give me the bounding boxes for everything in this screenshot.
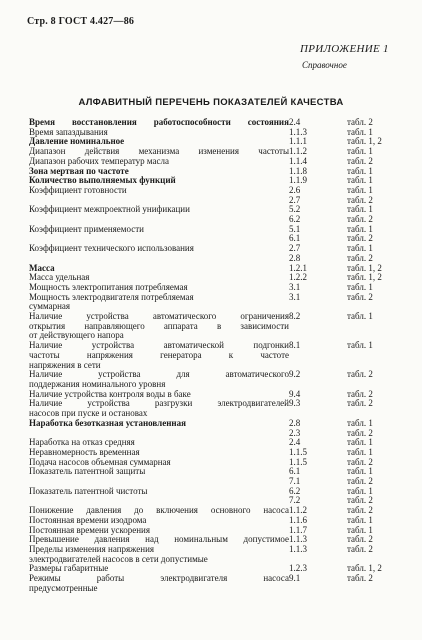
clause-number: 9.2 [289,369,301,380]
clause-number: 1.1.3 [289,534,307,545]
indicator-name: Наличие устройства разгрузки электродвигателей [29,398,289,409]
table-reference: табл. 1 [347,126,373,137]
clause-number: 9.1 [289,573,301,584]
clause-number: 1.2.2 [289,272,307,283]
clause-number: 1.2.1 [289,262,307,273]
table-reference [347,584,395,594]
indicator-name: Наличие устройства контроля воды в баке [29,388,191,399]
indicator-name: поддержания номинального уровня [29,378,166,389]
clause-number: 2.3 [289,427,301,438]
indicator-name: от действующего напора [29,330,124,341]
indicator-name: Наличие устройства автоматического ограничения [29,311,289,322]
clause-number: 2.7 [289,243,301,254]
table-reference: табл. 1 [347,524,373,535]
clause-number: 1.1.2 [289,146,307,157]
table-reference: табл. 1, 2 [347,136,382,147]
index-row [29,419,395,429]
indicator-name: Наработка на отказ средняя [29,437,135,448]
indicator-name: Наработка безотказная установленная [29,417,186,428]
index-row [29,205,395,215]
indicator-name: Коэффициент применяемости [29,223,144,234]
table-reference: табл. 1 [347,165,373,176]
clause-number: 6.1 [289,466,301,477]
clause-number: 1.1.8 [289,165,307,176]
indicator-name: Время запаздывания [29,126,108,137]
indicator-name: Размеры габаритные [29,563,109,574]
table-reference: табл. 1 [347,311,373,322]
indicator-name: Постоянная времени изодрома [29,514,147,525]
clause-number: 1.1.1 [289,136,307,147]
indicator-name [29,254,289,264]
indicator-name: Наличие устройства для автоматического [29,369,289,380]
clause-number: 5.1 [289,223,301,234]
clause-number: 6.2 [289,485,301,496]
indicator-name: Мощность электропитания потребляемая [29,281,188,292]
indicator-name: Диапазон рабочих температур масла [29,155,170,166]
table-reference: табл. 2 [347,388,373,399]
table-reference: табл. 1 [347,485,373,496]
clause-number: 9.3 [289,398,301,409]
clause-number: 2.4 [289,117,301,127]
indicator-name: электродвигателей насосов в сети допустимые [29,553,208,564]
table-reference: табл. 2 [347,369,373,380]
indicator-name: Масса удельная [29,272,90,283]
indicator-name: Масса [29,262,55,273]
index-row [29,487,395,497]
clause-number: 1.1.5 [289,456,307,467]
table-reference: табл. 2 [347,291,373,302]
table-reference: табл. 1 [347,243,373,254]
index-list [29,118,395,593]
table-reference [347,322,395,332]
clause-number: 9.4 [289,388,301,399]
page-header: Стр. 8 ГОСТ 4.427—86 [27,16,135,27]
table-reference: табл. 2 [347,427,373,438]
table-reference: табл. 1 [347,514,373,525]
table-reference: табл. 1 [347,417,373,428]
clause-number: 1.1.4 [289,155,307,166]
indicator-name: Неравномерность временная [29,446,140,457]
table-reference: табл. 1, 2 [347,272,382,283]
table-reference [347,351,395,361]
indicator-name: Показатель патентной чистоты [29,485,148,496]
clause-number: 7.2 [289,495,301,506]
table-reference: табл. 1 [347,281,373,292]
table-reference: табл. 1 [347,175,373,186]
table-reference: табл. 2 [347,505,373,516]
table-reference: табл. 2 [347,573,373,584]
table-reference: табл. 2 [347,495,373,506]
clause-number: 7.1 [289,476,301,487]
clause-number: 3.1 [289,281,301,292]
indicator-name: Превышение давления над номинальным допустимое [29,534,289,545]
clause-number: 1.1.6 [289,514,307,525]
clause-number [289,322,347,332]
table-reference: табл. 2 [347,252,373,263]
indicator-name: Количество выполняемых функций [29,175,176,186]
index-row [29,254,395,264]
indicator-name: Показатель патентной защиты [29,466,146,477]
appendix-label: ПРИЛОЖЕНИЕ 1 [300,43,389,55]
indicator-name: насосов при пуске и остановах [29,408,148,419]
indicator-name: Зона мертвая по частоте [29,165,129,176]
index-row [29,225,395,235]
table-reference: табл. 1 [347,223,373,234]
clause-number: 8.2 [289,311,301,322]
table-reference: табл. 2 [347,543,373,554]
clause-number: 6.1 [289,233,301,244]
indicator-name: Коэффициент межпроектной унификации [29,204,190,215]
table-reference: табл. 2 [347,194,373,205]
table-reference: табл. 2 [347,456,373,467]
document-title: АЛФАВИТНЫЙ ПЕРЕЧЕНЬ ПОКАЗАТЕЛЕЙ КАЧЕСТВА [78,97,344,108]
index-row [29,244,395,254]
table-reference: табл. 1 [347,466,373,477]
table-reference: табл. 2 [347,398,373,409]
clause-number: 1.1.9 [289,175,307,186]
indicator-name: Понижение давления до включения основного насоса [29,505,289,516]
index-row [29,584,395,594]
table-reference: табл. 2 [347,155,373,166]
table-reference: табл. 1 [347,437,373,448]
table-reference: табл. 1 [347,204,373,215]
clause-number: 1.1.3 [289,543,307,554]
clause-number: 1.1.7 [289,524,307,535]
table-reference: табл. 1 [347,146,373,157]
clause-number: 6.2 [289,214,301,225]
clause-number: 1.2.3 [289,563,307,574]
clause-number: 1.1.5 [289,446,307,457]
indicator-name: Наличие устройства автоматической подгонки [29,340,289,351]
indicator-name: Мощность электродвигателя потребляемая [29,291,194,302]
clause-number: 2.8 [289,417,301,428]
table-reference: табл. 2 [347,214,373,225]
table-reference: табл. 2 [347,117,373,127]
table-reference: табл. 2 [347,534,373,545]
indicator-name: Режимы работы электродвигателя насоса [29,573,289,584]
index-row [29,293,395,303]
clause-number: 8.1 [289,340,301,351]
table-reference: табл. 1 [347,340,373,351]
index-row [29,186,395,196]
indicator-name: суммарная [29,301,71,312]
table-reference: табл. 1 [347,446,373,457]
indicator-name: Постоянная времени ускорения [29,524,151,535]
table-reference: табл. 1 [347,184,373,195]
index-row [29,467,395,477]
clause-number: 2.4 [289,437,301,448]
clause-number [289,584,347,594]
clause-number: 1.1.3 [289,126,307,137]
indicator-name: Коэффициент готовности [29,184,127,195]
clause-number: 2.7 [289,194,301,205]
clause-number: 5.2 [289,204,301,215]
clause-number: 3.1 [289,291,301,302]
indicator-name: предусмотренные [29,582,98,593]
table-reference: табл. 2 [347,233,373,244]
appendix-subtitle: Справочное [302,60,347,70]
table-reference: табл. 1, 2 [347,262,382,273]
clause-number: 2.6 [289,184,301,195]
indicator-name: открытия направляющего аппарата в зависимости [29,320,289,331]
indicator-name: Подача насосов объемная суммарная [29,456,171,467]
indicator-name: частоты напряжения генератора к частоте [29,349,289,360]
table-reference: табл. 2 [347,476,373,487]
indicator-name: Время восстановления работоспособности состояния [29,117,289,127]
indicator-name: Давление номинальное [29,136,125,147]
indicator-name: Пределы изменения напряжения [29,543,155,554]
table-reference: табл. 1, 2 [347,563,382,574]
clause-number: 1.1.2 [289,505,307,516]
indicator-name: Диапазон действия механизма изменения частоты [29,146,289,157]
indicator-name: Коэффициент технического использования [29,243,194,254]
clause-number [289,351,347,361]
clause-number: 2.8 [289,252,301,263]
indicator-name: напряжения в сети [29,359,101,370]
